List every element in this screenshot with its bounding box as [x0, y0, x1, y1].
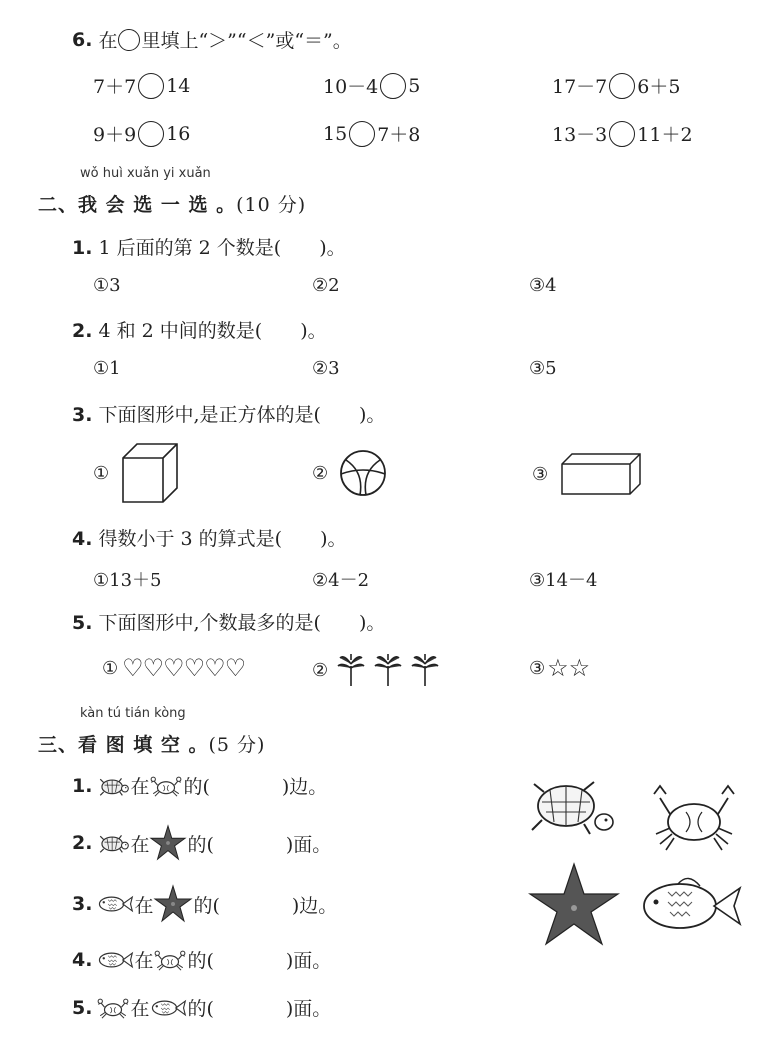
s3-item-5 — [72, 994, 331, 1021]
coral-plant-icon — [334, 652, 444, 688]
compare-left: 10－4 — [323, 76, 379, 98]
word-de: 的( — [187, 950, 214, 972]
section3-pinyin: kàn tú tián kòng — [80, 706, 186, 721]
q6-text-a: 在 — [98, 30, 118, 52]
fish-icon — [96, 949, 134, 971]
compare-item-3 — [552, 72, 680, 99]
answer-circle[interactable] — [138, 73, 164, 99]
crab-icon — [153, 948, 187, 972]
compare-item-6 — [552, 120, 693, 147]
cube-icon — [119, 440, 181, 506]
question-number: 2. — [72, 832, 93, 854]
big-turtle-icon — [532, 782, 613, 834]
s2-q1-option-1[interactable]: ①3 — [93, 275, 121, 296]
section3-title-text: 三、看 图 填 空 。 — [38, 734, 209, 756]
cuboid-icon — [558, 452, 644, 496]
s2-q2-option-2[interactable]: ②3 — [312, 358, 340, 379]
s2-q5-option-3[interactable] — [529, 654, 590, 682]
word-end: )边。 — [291, 894, 338, 917]
s2-q3-option-3[interactable] — [532, 452, 644, 496]
option-label: ① — [93, 462, 110, 484]
compare-right: 14 — [166, 74, 191, 97]
starfish-icon — [153, 884, 193, 924]
word-de: 的( — [187, 998, 214, 1020]
question-number: 2. — [72, 320, 93, 342]
option-label: ③ — [529, 657, 546, 679]
compare-item-4 — [93, 120, 190, 147]
compare-right: 7＋8 — [377, 124, 421, 146]
s2-q4-option-1[interactable]: ①13＋5 — [93, 570, 162, 591]
turtle-icon — [96, 774, 130, 798]
compare-right: 6＋5 — [637, 76, 681, 98]
word-zai: 在 — [134, 950, 154, 972]
question-text: 下面图形中,个数最多的是( )。 — [98, 612, 386, 634]
word-zai: 在 — [130, 833, 150, 856]
s2-q3-option-1[interactable] — [93, 440, 181, 506]
s2-q4-option-2[interactable]: ②4－2 — [312, 570, 370, 591]
section2-title-text: 二、我 会 选 一 选 。 — [38, 194, 237, 216]
compare-left: 17－7 — [552, 76, 608, 98]
compare-item-5 — [323, 120, 420, 147]
s2-q1-option-2[interactable]: ②2 — [312, 275, 340, 296]
question-number: 4. — [72, 528, 93, 550]
s2-q2-option-3[interactable]: ③5 — [529, 358, 557, 379]
fish-icon — [96, 893, 134, 915]
s2-q5-option-1[interactable] — [102, 654, 245, 682]
turtle-icon — [96, 831, 130, 855]
section2-title — [38, 190, 306, 217]
question-number: 3. — [72, 404, 93, 426]
compare-item-2 — [323, 72, 420, 99]
compare-right: 5 — [408, 74, 421, 97]
animal-picture — [528, 772, 744, 952]
star-icon: ☆☆ — [547, 654, 591, 682]
s3-item-4 — [72, 946, 331, 973]
compare-left: 15 — [323, 122, 348, 145]
s2-q3 — [72, 400, 385, 427]
section3-title — [38, 730, 265, 757]
section3-points: (5 分) — [208, 734, 266, 756]
question-number: 4. — [72, 948, 93, 971]
answer-circle[interactable] — [138, 121, 164, 147]
word-zai: 在 — [130, 998, 150, 1020]
compare-item-1 — [93, 72, 190, 99]
question-text: 得数小于 3 的算式是( )。 — [98, 528, 347, 550]
option-label: ② — [312, 659, 329, 681]
question-number: 3. — [72, 893, 93, 915]
q6-number: 6. — [72, 28, 93, 51]
s2-q4 — [72, 524, 347, 551]
section2-points: (10 分) — [236, 194, 307, 216]
answer-circle[interactable] — [349, 121, 375, 147]
s2-q1-option-3[interactable]: ③4 — [529, 275, 557, 296]
word-end: )面。 — [285, 998, 332, 1020]
option-label: ③ — [532, 463, 549, 485]
compare-right: 11＋2 — [637, 124, 693, 146]
crab-icon — [149, 774, 183, 798]
question-number: 1. — [72, 774, 93, 797]
word-end: )面。 — [285, 833, 332, 856]
fish-icon — [149, 997, 187, 1019]
question-number: 1. — [72, 237, 93, 259]
ball-icon — [338, 448, 388, 498]
word-zai: 在 — [134, 894, 154, 917]
answer-circle[interactable] — [609, 73, 635, 99]
question-text: 1 后面的第 2 个数是( )。 — [98, 237, 346, 259]
word-end: )边。 — [281, 776, 328, 798]
word-end: )面。 — [285, 950, 332, 972]
s2-q4-option-3[interactable]: ③14－4 — [529, 570, 598, 591]
s3-item-1 — [72, 772, 327, 799]
s3-item-3 — [72, 884, 337, 924]
s2-q3-option-2[interactable] — [312, 448, 388, 498]
compare-left: 7＋7 — [93, 76, 137, 98]
answer-circle[interactable] — [380, 73, 406, 99]
heart-icon: ♡♡♡♡♡♡ — [122, 654, 246, 682]
q6-text-b: 里填上“＞”“＜”或“＝”。 — [141, 30, 352, 52]
answer-circle[interactable] — [609, 121, 635, 147]
section2-pinyin: wǒ huì xuǎn yi xuǎn — [80, 166, 211, 181]
word-zai: 在 — [130, 776, 150, 798]
compare-left: 13－3 — [552, 124, 608, 146]
q6-heading — [72, 26, 352, 53]
question-number: 5. — [72, 612, 93, 634]
big-starfish-icon — [530, 864, 618, 944]
circle-icon — [118, 29, 140, 51]
starfish-icon — [149, 824, 187, 862]
s3-item-2 — [72, 824, 331, 862]
question-number: 5. — [72, 996, 93, 1019]
s2-q2-option-1[interactable]: ①1 — [93, 358, 121, 379]
s2-q5-option-2[interactable] — [312, 652, 444, 688]
word-de: 的( — [193, 894, 220, 917]
question-text: 4 和 2 中间的数是( )。 — [98, 320, 327, 342]
word-de: 的( — [183, 776, 210, 798]
s2-q1 — [72, 233, 346, 260]
big-crab-icon — [654, 786, 734, 850]
big-fish-icon — [644, 878, 740, 928]
crab-icon — [96, 996, 130, 1020]
question-text: 下面图形中,是正方体的是( )。 — [98, 404, 386, 426]
s2-q2 — [72, 316, 327, 343]
compare-left: 9＋9 — [93, 124, 137, 146]
option-label: ① — [102, 657, 119, 679]
option-label: ② — [312, 462, 329, 484]
compare-right: 16 — [166, 122, 191, 145]
s2-q5 — [72, 608, 385, 635]
word-de: 的( — [187, 833, 214, 856]
